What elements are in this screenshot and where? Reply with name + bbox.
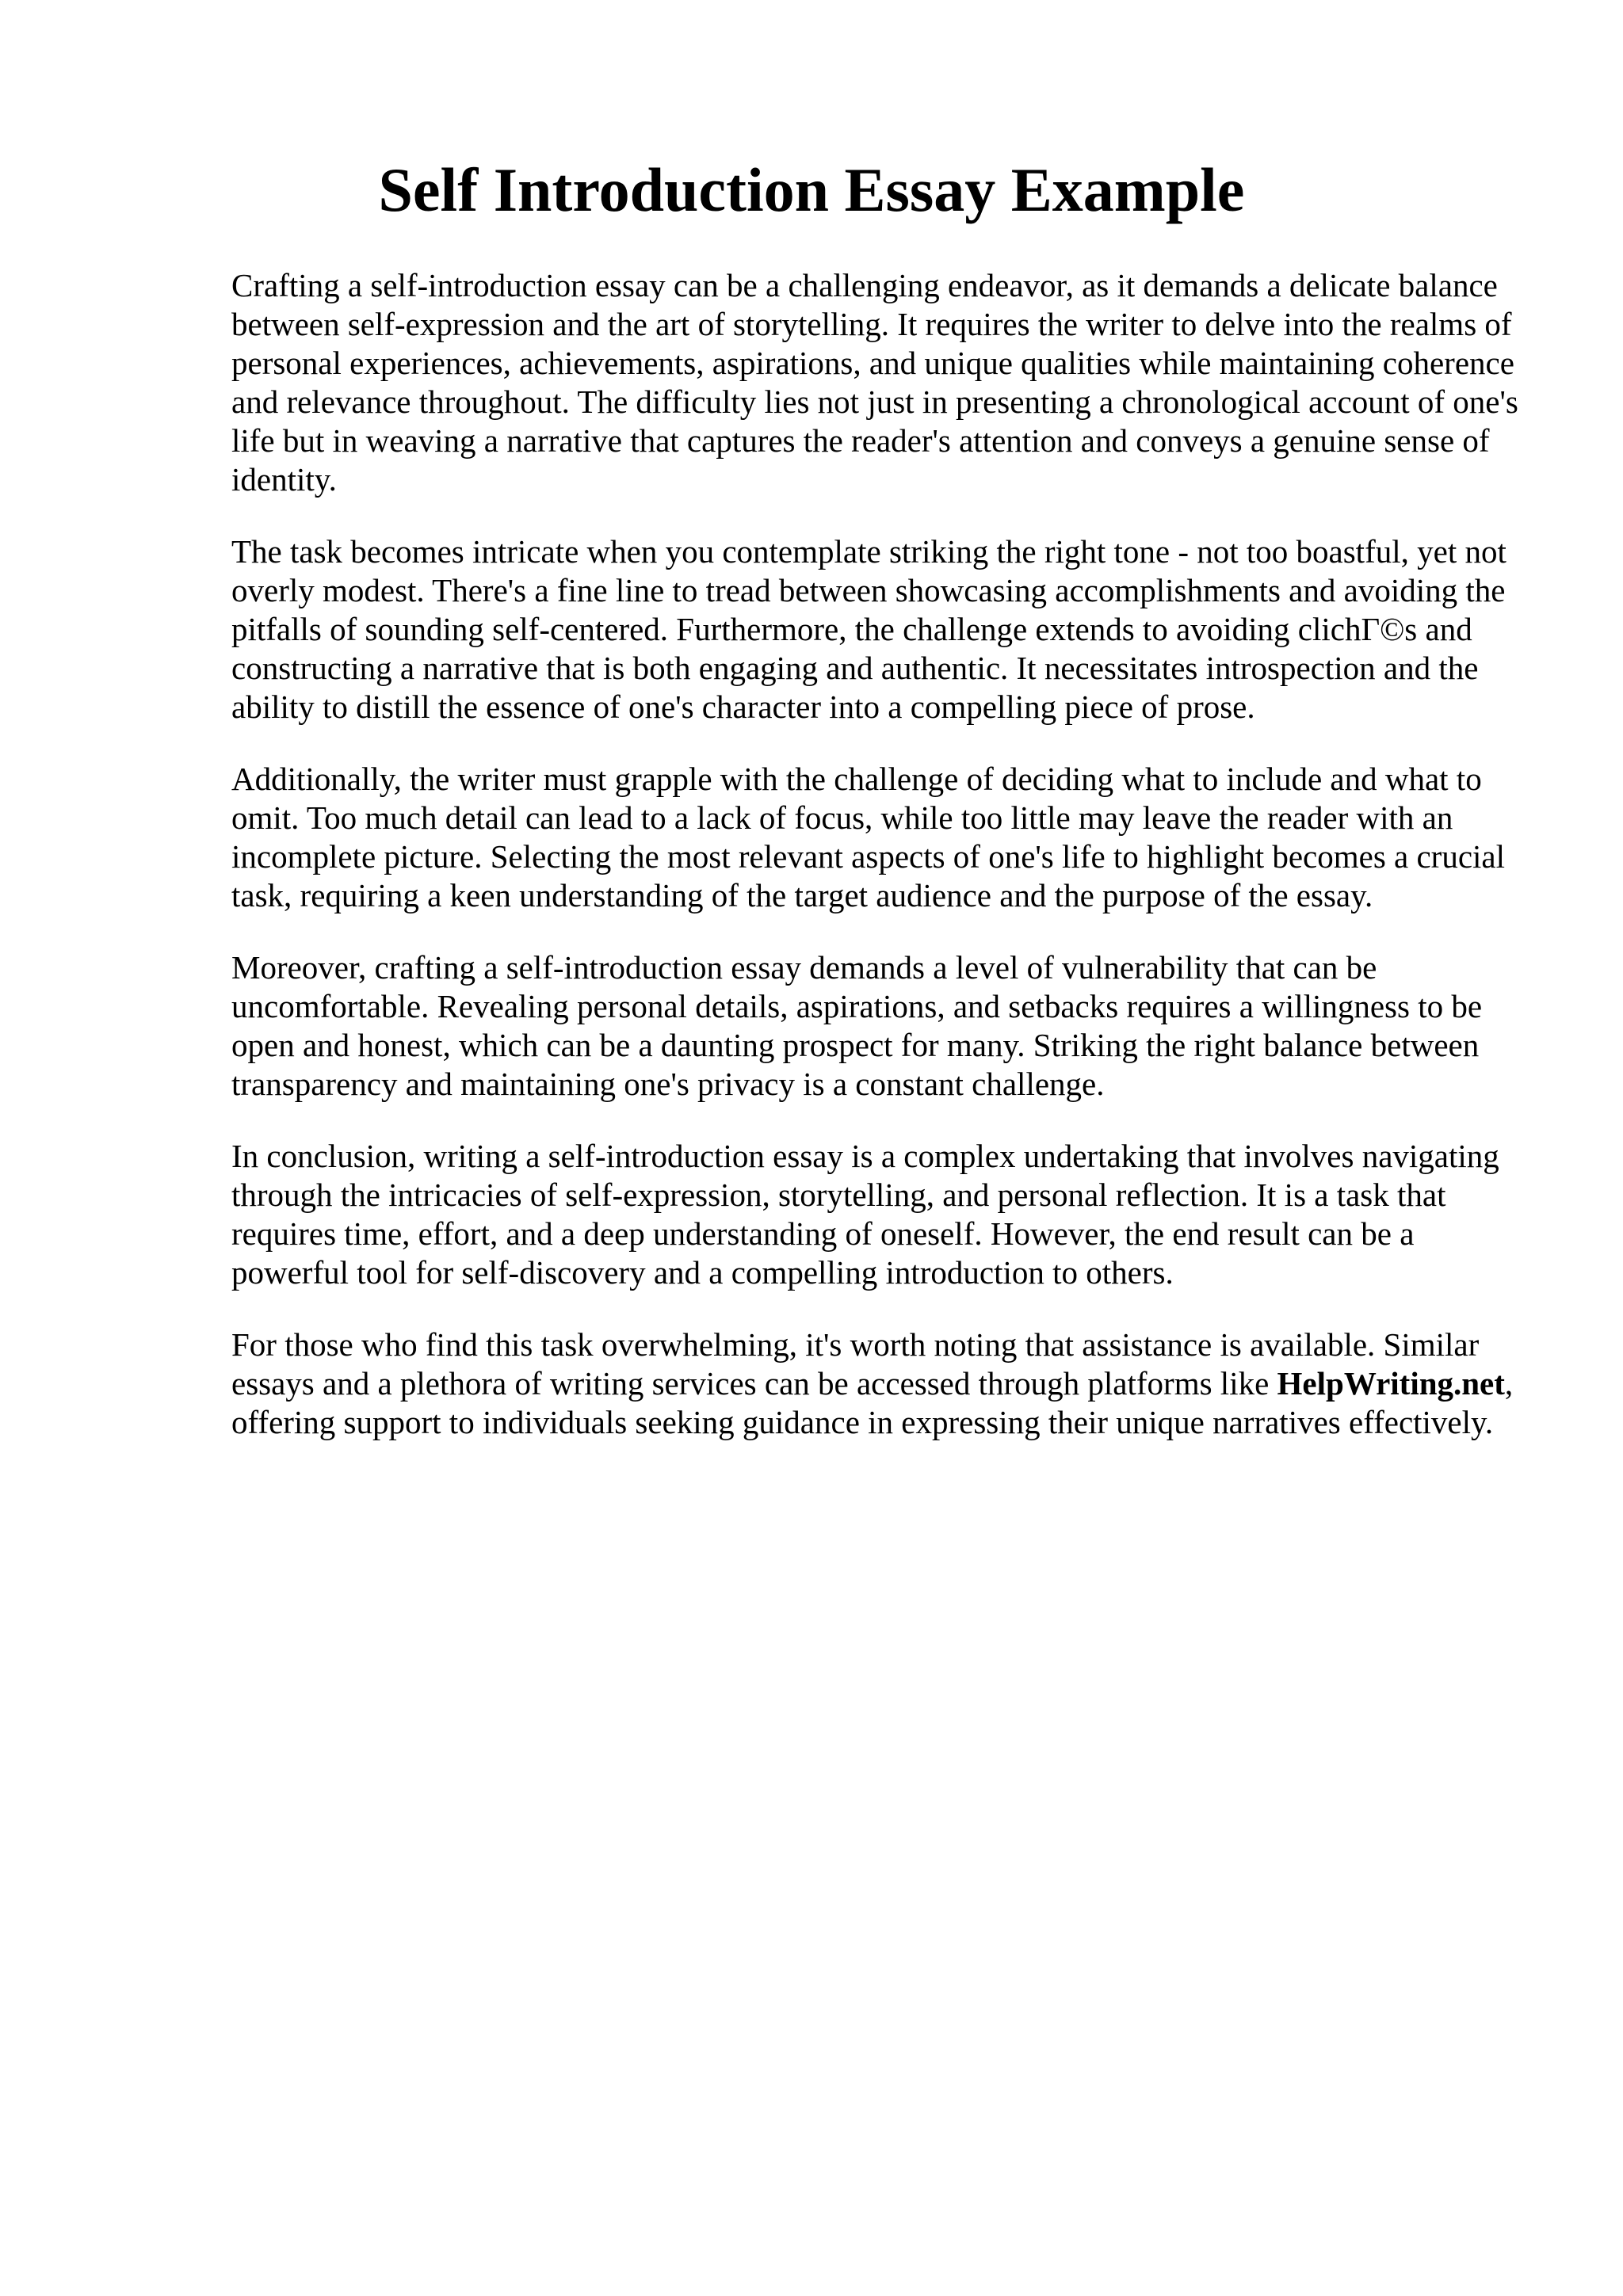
paragraph-6-lead: For those who find this task overwhelming, it's worth noting that assistance is available. Similar essays and a plethora of writing services can be accessed through platforms like bbox=[231, 1326, 1480, 1402]
paragraph-6 bbox=[231, 1325, 1531, 1442]
paragraph-6-tail: , offering support to individuals seeking guidance in expressing their unique narratives effectively. bbox=[231, 1365, 1514, 1440]
document-title: Self Introduction Essay Example bbox=[378, 155, 1245, 224]
brand-link-helpwriting[interactable]: HelpWriting.net bbox=[1277, 1365, 1505, 1402]
paragraph-1: Crafting a self-introduction essay can be a challenging endeavor, as it demands a delicate balance between self-expression and the art of storytelling. It requires the writer to delve into the realms of personal experiences, achievements, aspirations, and unique qualities while maintaining coherence and relevance throughout. The difficulty lies not just in presenting a chronological account of one's life but in weaving a narrative that captures the reader's attention and conveys a genuine sense of identity. bbox=[231, 267, 1518, 498]
document-body bbox=[231, 266, 1531, 1475]
paragraph-4: Moreover, crafting a self-introduction essay demands a level of vulnerability that can be uncomfortable. Revealing personal details, aspirations, and setbacks requires a willingness to be open and honest, which can be a daunting prospect for many. Striking the right balance between transparency and maintaining one's privacy is a constant challenge. bbox=[231, 949, 1483, 1102]
paragraph-3: Additionally, the writer must grapple with the challenge of deciding what to include and what to omit. Too much detail can lead to a lack of focus, while too little may leave the reader with an incomplete picture. Selecting the most relevant aspects of one's life to highlight becomes a crucial task, requiring a keen understanding of the target audience and the purpose of the essay. bbox=[231, 761, 1506, 913]
paragraph-5: In conclusion, writing a self-introduction essay is a complex undertaking that involves navigating through the intricacies of self-expression, storytelling, and personal reflection. It is a task that requires time, effort, and a deep understanding of oneself. However, the end result can be a powerful tool for self-discovery and a compelling introduction to others. bbox=[231, 1138, 1499, 1291]
paragraph-2: The task becomes intricate when you contemplate striking the right tone - not too boastful, yet not overly modest. There's a fine line to tread between showcasing accomplishments and avoiding the pitfalls of sounding self-centered. Furthermore, the challenge extends to avoiding clichΓ©s and constructing a narrative that is both engaging and authentic. It necessitates introspection and the ability to distill the essence of one's character into a compelling piece of prose. bbox=[231, 533, 1507, 725]
